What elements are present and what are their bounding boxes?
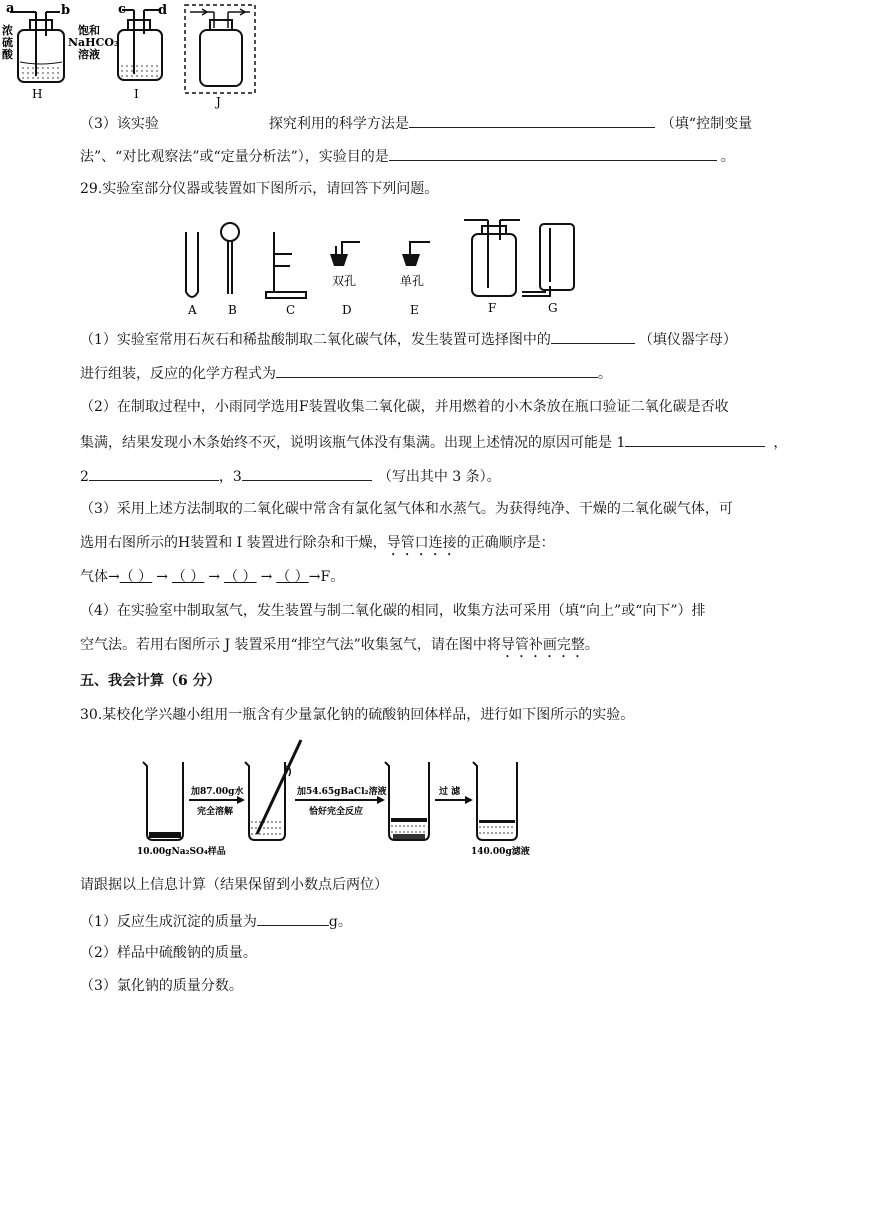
step2-top: 加54.65gBaCl₂溶液 xyxy=(297,787,387,797)
q28-part3-line2 xyxy=(80,146,735,166)
q29-part3-line3 xyxy=(80,568,344,586)
beaker-filtrate xyxy=(473,762,517,840)
label-a-letter: A xyxy=(188,303,197,317)
q29-order-blank-2[interactable]: （ ） xyxy=(171,569,205,585)
section-5-title: 五、我会计算（6 分） xyxy=(80,673,221,689)
i-liquid-3: 溶液 xyxy=(78,48,100,61)
label-c: c xyxy=(118,2,126,17)
q29-reason3-blank[interactable] xyxy=(242,466,372,481)
q29-p3b-emphasis: 导管口连接 xyxy=(386,535,457,551)
q29-arrow-2: → xyxy=(208,569,221,585)
q29-gas-end: →F。 xyxy=(308,569,345,585)
q29-part3-line1: （3）采用上述方法制取的二氧化碳中常含有氯化氢气体和水蒸气。为获得纯净、干燥的二氧化碳气体，可 xyxy=(80,501,733,517)
q29-p2b-prefix: 集满，结果发现小木条始终不灭，说明该瓶气体没有集满。出现上述情况的原因可能是 1 xyxy=(80,435,626,451)
apparatus-g-gas-bottle xyxy=(522,224,574,296)
arrow-1-icon xyxy=(237,796,245,804)
q29-p1b-suffix: 。 xyxy=(598,366,612,382)
q29-p1-prefix: （1）实验室常用石灰石和稀盐酸制取二氧化碳气体，发生装置可选择图中的 xyxy=(80,332,551,348)
q28-p3-suffix: （填“控制变量 xyxy=(660,116,753,132)
q29-p1-suffix: （填仪器字母） xyxy=(638,332,737,348)
q30-title: 30.某校化学兴趣小组用一瓶含有少量氯化钠的硫酸钠回体样品，进行如下图所示的实验。 xyxy=(80,707,635,723)
q30-p1-prefix: （1）反应生成沉淀的质量为 xyxy=(80,914,257,930)
q29-p2c-comma: ，3 xyxy=(218,469,242,485)
q29-equation-blank[interactable] xyxy=(276,363,598,378)
label-c-letter: C xyxy=(286,303,296,317)
q29-part4-line2 xyxy=(80,636,599,661)
q28-p3b-suffix: 。 xyxy=(720,149,735,165)
q29-p4b-prefix: 空气法。若用右图所示 J 装置采用“排空气法”收集氢气，请在图中将 xyxy=(80,637,501,653)
sample-label: 10.00gNa₂SO₄样品 xyxy=(137,847,226,857)
q29-p2b-suffix: ， xyxy=(773,435,788,451)
q29-part1-line2 xyxy=(80,363,612,383)
step2-bottom: 恰好完全反应 xyxy=(309,807,364,817)
q30-experiment-figure xyxy=(135,736,535,860)
step1-bottom: 完全溶解 xyxy=(197,807,234,817)
q29-p4b-suffix: 。 xyxy=(584,637,599,653)
q30-intro: 请跟据以上信息计算（结果保留到小数点后两位） xyxy=(80,877,388,893)
q29-gas-start: 气体→ xyxy=(80,569,120,585)
beaker-sample xyxy=(143,762,183,840)
q29-part2-line1: （2）在制取过程中，小雨同学选用F装置收集二氧化碳，并用燃着的小木条放在瓶口验证二氧化碳是否收 xyxy=(80,399,729,415)
d-tag: 双孔 xyxy=(332,274,357,288)
q29-arrow-1: → xyxy=(156,569,168,585)
label-j: J xyxy=(216,95,221,109)
bottle-i xyxy=(118,10,162,80)
apparatus-f-gas-bottle xyxy=(464,220,520,296)
q29-order-blank-3[interactable]: （ ） xyxy=(224,569,257,585)
beaker-reaction xyxy=(385,762,429,840)
q30-part3: （3）氯化钠的质量分数。 xyxy=(80,978,243,994)
i-liquid-1: 饱和 xyxy=(78,24,100,37)
q30-part2: （2）样品中硫酸钠的质量。 xyxy=(80,945,257,961)
label-i: I xyxy=(134,87,139,101)
e-tag: 单孔 xyxy=(400,274,425,288)
step3-top: 过 滤 xyxy=(439,787,461,797)
q29-order-blank-4[interactable]: （ ） xyxy=(276,569,309,585)
q28-p3b-prefix: 法”、“对比观察法”或“定量分析法”），实验目的是 xyxy=(80,149,389,165)
step1-top: 加87.00g水 xyxy=(191,787,244,797)
label-a: a xyxy=(6,1,15,16)
q29-p3b-suffix: 的正确顺序是： xyxy=(456,535,555,551)
apparatus-d-double-hole-stopper xyxy=(330,242,360,266)
q28-part3-line1 xyxy=(80,113,752,133)
q29-p1b-prefix: 进行组装，反应的化学方程式为 xyxy=(80,366,276,382)
top-apparatus-figure xyxy=(0,0,270,110)
arrow-3-icon xyxy=(465,796,473,804)
q30-p1-suffix: g。 xyxy=(328,914,352,930)
q29-p2c-suffix: （写出其中 3 条）。 xyxy=(377,469,501,485)
q28-p3-mid: 探究利用的科学方法是 xyxy=(268,116,409,132)
q28-purpose-blank[interactable] xyxy=(389,146,717,161)
h-liquid-2: 硫 xyxy=(2,36,13,49)
h-liquid-3: 酸 xyxy=(2,48,13,61)
label-b-letter: B xyxy=(228,303,237,317)
q29-p3b-prefix: 选用右图所示的H装置和 I 装置进行除杂和干燥， xyxy=(80,535,387,551)
apparatus-b-long-neck-funnel xyxy=(221,223,239,294)
label-g-letter: G xyxy=(548,301,558,315)
arrow-2-icon xyxy=(377,796,385,804)
i-liquid-2: NaHCO₃ xyxy=(68,36,119,49)
label-f-letter: F xyxy=(488,301,497,315)
label-b: b xyxy=(61,3,71,18)
q29-p2c-n2: 2 xyxy=(80,469,89,485)
q29-part2-line3 xyxy=(80,466,501,486)
q29-reason1-blank[interactable] xyxy=(625,432,765,447)
q29-part1-line1 xyxy=(80,329,737,349)
label-d: d xyxy=(158,3,168,18)
bottle-h xyxy=(10,12,64,82)
q29-p4b-emphasis: 导管补画完整 xyxy=(500,637,585,653)
q29-arrow-3: → xyxy=(260,569,273,585)
q29-apparatus-figure xyxy=(170,212,590,320)
label-d-letter: D xyxy=(342,303,352,317)
q29-title: 29.实验室部分仪器或装置如下图所示，请回答下列问题。 xyxy=(80,181,439,197)
q30-part1 xyxy=(80,911,352,931)
bottle-j xyxy=(185,5,255,93)
q29-part3-line2 xyxy=(80,534,555,559)
q30-precipitate-blank[interactable] xyxy=(257,911,329,926)
q28-p3-prefix: （3）该实验 xyxy=(80,116,159,132)
beaker-dissolving xyxy=(245,740,301,840)
q29-part2-line2 xyxy=(80,432,787,452)
h-liquid-1: 浓 xyxy=(2,24,13,37)
q29-reason2-blank[interactable] xyxy=(89,466,219,481)
label-h: H xyxy=(32,87,43,101)
q28-method-blank[interactable] xyxy=(409,113,655,128)
q29-apparatus-blank[interactable] xyxy=(551,329,635,344)
q29-part4-line1: （4）在实验室中制取氢气，发生装置与制二氧化碳的相同，收集方法可采用（填“向上”或“向下”）排 xyxy=(80,603,706,619)
label-e-letter: E xyxy=(410,303,419,317)
apparatus-c-iron-stand xyxy=(266,232,306,298)
filtrate-label: 140.00g滤液 xyxy=(471,847,530,857)
apparatus-e-single-hole-stopper xyxy=(402,242,430,266)
q29-order-blank-1[interactable]: （ ） xyxy=(119,569,153,585)
apparatus-a-test-tube xyxy=(186,232,198,297)
